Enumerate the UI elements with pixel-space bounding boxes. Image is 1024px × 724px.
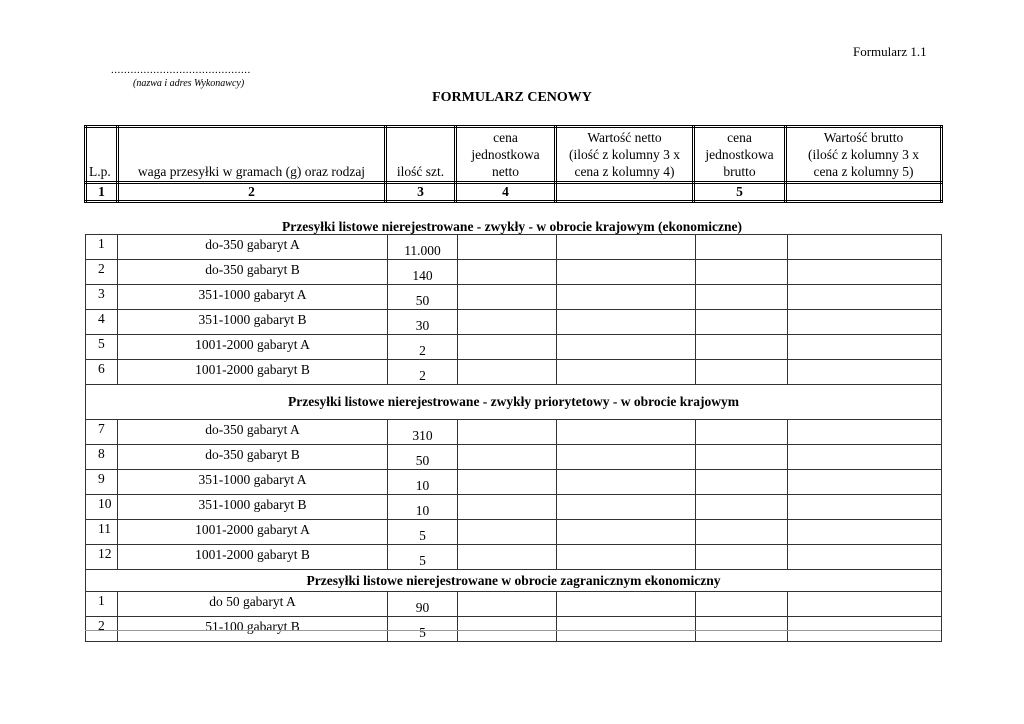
contractor-dots: ........................................... <box>111 64 251 76</box>
item-name: do-350 gabaryt A <box>118 235 388 260</box>
item-name: 351-1000 gabaryt A <box>118 470 388 495</box>
table-row <box>86 420 942 445</box>
col-header-value-net <box>556 127 694 183</box>
net-value-cell[interactable] <box>557 445 696 470</box>
col-weight-label: waga przesyłki w gramach (g) oraz rodzaj <box>137 164 366 179</box>
bottom-rule <box>85 630 941 631</box>
table-row <box>86 360 942 385</box>
section-title: Przesyłki listowe nierejestrowane - zwykły priorytetowy - w obrocie krajowym <box>86 385 942 420</box>
unit-net-price-cell[interactable] <box>458 420 557 445</box>
col-value-net-line1: Wartość netto <box>587 130 662 145</box>
net-value-cell[interactable] <box>557 470 696 495</box>
table-row <box>86 445 942 470</box>
col-unit-net-line3: netto <box>492 164 519 179</box>
table-row <box>86 495 942 520</box>
document-title: FORMULARZ CENOWY <box>432 90 592 105</box>
item-quantity: 50 <box>388 445 458 470</box>
col-number: 5 <box>694 183 786 202</box>
unit-net-price-cell[interactable] <box>458 335 557 360</box>
net-value-cell[interactable] <box>557 310 696 335</box>
item-quantity: 50 <box>388 285 458 310</box>
table-row <box>86 617 942 642</box>
col-unit-gross-line1: cena <box>727 130 752 145</box>
section-row <box>86 570 942 592</box>
net-value-cell[interactable] <box>557 285 696 310</box>
section-title: Przesyłki listowe nierejestrowane w obrocie zagranicznym ekonomiczny <box>86 570 942 592</box>
section-title: Przesyłki listowe nierejestrowane - zwykły - w obrocie krajowym (ekonomiczne) <box>281 219 743 234</box>
item-name: do-350 gabaryt B <box>118 445 388 470</box>
col-value-net-line3: cena z kolumny 4) <box>574 164 675 179</box>
item-quantity: 11.000 <box>388 235 458 260</box>
unit-gross-price-cell[interactable] <box>696 495 788 520</box>
unit-gross-price-cell[interactable] <box>696 617 788 642</box>
item-quantity: 310 <box>388 420 458 445</box>
item-name: 51-100 gabaryt B <box>118 617 388 642</box>
header-table <box>84 125 943 203</box>
col-value-net-line2: (ilość z kolumny 3 x <box>569 147 680 162</box>
col-number: 1 <box>86 183 118 202</box>
table-row <box>86 310 942 335</box>
gross-value-cell[interactable] <box>788 470 942 495</box>
col-unit-gross-line3: brutto <box>723 164 756 179</box>
col-unit-gross-line2: jednostkowa <box>705 147 774 162</box>
col-number: 3 <box>386 183 456 202</box>
contractor-note: (nazwa i adres Wykonawcy) <box>133 78 245 89</box>
gross-value-cell[interactable] <box>788 445 942 470</box>
row-number: 1 <box>86 592 118 617</box>
item-quantity: 2 <box>388 360 458 385</box>
unit-net-price-cell[interactable] <box>458 617 557 642</box>
gross-value-cell[interactable] <box>788 310 942 335</box>
net-value-cell[interactable] <box>557 545 696 570</box>
row-number: 6 <box>86 360 118 385</box>
item-quantity: 10 <box>388 470 458 495</box>
item-name: 351-1000 gabaryt B <box>118 495 388 520</box>
item-name: 351-1000 gabaryt A <box>118 285 388 310</box>
item-quantity: 140 <box>388 260 458 285</box>
col-header-qty <box>386 127 456 183</box>
gross-value-cell[interactable] <box>788 520 942 545</box>
table-row <box>86 260 942 285</box>
table-row <box>86 545 942 570</box>
unit-net-price-cell[interactable] <box>458 235 557 260</box>
row-number: 2 <box>86 617 118 642</box>
row-number: 1 <box>86 235 118 260</box>
unit-gross-price-cell[interactable] <box>696 360 788 385</box>
item-name: do-350 gabaryt B <box>118 260 388 285</box>
gross-value-cell[interactable] <box>788 545 942 570</box>
unit-net-price-cell[interactable] <box>458 545 557 570</box>
gross-value-cell[interactable] <box>788 495 942 520</box>
item-quantity: 30 <box>388 310 458 335</box>
item-name: do 50 gabaryt A <box>118 592 388 617</box>
col-header-lp <box>86 127 118 183</box>
unit-gross-price-cell[interactable] <box>696 285 788 310</box>
unit-gross-price-cell[interactable] <box>696 235 788 260</box>
gross-value-cell[interactable] <box>788 592 942 617</box>
net-value-cell[interactable] <box>557 260 696 285</box>
table-row <box>86 470 942 495</box>
unit-gross-price-cell[interactable] <box>696 335 788 360</box>
unit-net-price-cell[interactable] <box>458 470 557 495</box>
row-number: 10 <box>86 495 118 520</box>
unit-net-price-cell[interactable] <box>458 592 557 617</box>
table-row <box>86 520 942 545</box>
unit-net-price-cell[interactable] <box>458 495 557 520</box>
net-value-cell[interactable] <box>557 335 696 360</box>
row-number: 8 <box>86 445 118 470</box>
item-quantity: 90 <box>388 592 458 617</box>
item-name: 1001-2000 gabaryt A <box>118 520 388 545</box>
unit-net-price-cell[interactable] <box>458 360 557 385</box>
col-number: 2 <box>118 183 386 202</box>
col-unit-net-line1: cena <box>493 130 518 145</box>
col-value-gross-line1: Wartość brutto <box>823 130 904 145</box>
gross-value-cell[interactable] <box>788 335 942 360</box>
col-number: 4 <box>456 183 556 202</box>
col-number <box>556 183 694 202</box>
item-name: 1001-2000 gabaryt B <box>118 545 388 570</box>
net-value-cell[interactable] <box>557 360 696 385</box>
row-number: 4 <box>86 310 118 335</box>
col-unit-net-line2: jednostkowa <box>471 147 540 162</box>
gross-value-cell[interactable] <box>788 360 942 385</box>
unit-gross-price-cell[interactable] <box>696 445 788 470</box>
net-value-cell[interactable] <box>557 520 696 545</box>
net-value-cell[interactable] <box>557 617 696 642</box>
col-value-gross-line2: (ilość z kolumny 3 x <box>808 147 919 162</box>
item-name: 1001-2000 gabaryt A <box>118 335 388 360</box>
form-number: Formularz 1.1 <box>853 44 927 59</box>
row-number: 9 <box>86 470 118 495</box>
item-name: 351-1000 gabaryt B <box>118 310 388 335</box>
unit-gross-price-cell[interactable] <box>696 420 788 445</box>
item-quantity: 5 <box>388 545 458 570</box>
row-number: 12 <box>86 545 118 570</box>
unit-gross-price-cell[interactable] <box>696 545 788 570</box>
col-number <box>786 183 942 202</box>
price-table <box>85 234 942 642</box>
gross-value-cell[interactable] <box>788 420 942 445</box>
table-row <box>86 335 942 360</box>
row-number: 7 <box>86 420 118 445</box>
row-number: 5 <box>86 335 118 360</box>
unit-gross-price-cell[interactable] <box>696 592 788 617</box>
unit-net-price-cell[interactable] <box>458 310 557 335</box>
row-number: 3 <box>86 285 118 310</box>
unit-gross-price-cell[interactable] <box>696 470 788 495</box>
gross-value-cell[interactable] <box>788 285 942 310</box>
table-row <box>86 592 942 617</box>
row-number: 11 <box>86 520 118 545</box>
unit-net-price-cell[interactable] <box>458 445 557 470</box>
net-value-cell[interactable] <box>557 420 696 445</box>
unit-gross-price-cell[interactable] <box>696 520 788 545</box>
row-number: 2 <box>86 260 118 285</box>
unit-gross-price-cell[interactable] <box>696 310 788 335</box>
item-quantity: 10 <box>388 495 458 520</box>
unit-net-price-cell[interactable] <box>458 520 557 545</box>
col-header-value-gross <box>786 127 942 183</box>
item-quantity: 5 <box>388 520 458 545</box>
gross-value-cell[interactable] <box>788 617 942 642</box>
unit-gross-price-cell[interactable] <box>696 260 788 285</box>
col-header-unit-net <box>456 127 556 183</box>
net-value-cell[interactable] <box>557 235 696 260</box>
net-value-cell[interactable] <box>557 495 696 520</box>
item-quantity: 2 <box>388 335 458 360</box>
item-name: do-350 gabaryt A <box>118 420 388 445</box>
net-value-cell[interactable] <box>557 592 696 617</box>
gross-value-cell[interactable] <box>788 235 942 260</box>
col-lp-label: L.p. <box>89 164 111 179</box>
item-quantity: 5 <box>388 617 458 642</box>
section-row <box>86 385 942 420</box>
col-value-gross-line3: cena z kolumny 5) <box>813 164 914 179</box>
col-header-unit-gross <box>694 127 786 183</box>
unit-net-price-cell[interactable] <box>458 260 557 285</box>
col-qty-label: ilość szt. <box>396 164 445 179</box>
gross-value-cell[interactable] <box>788 260 942 285</box>
table-row <box>86 285 942 310</box>
col-header-weight <box>118 127 386 183</box>
table-row <box>86 235 942 260</box>
item-name: 1001-2000 gabaryt B <box>118 360 388 385</box>
unit-net-price-cell[interactable] <box>458 285 557 310</box>
